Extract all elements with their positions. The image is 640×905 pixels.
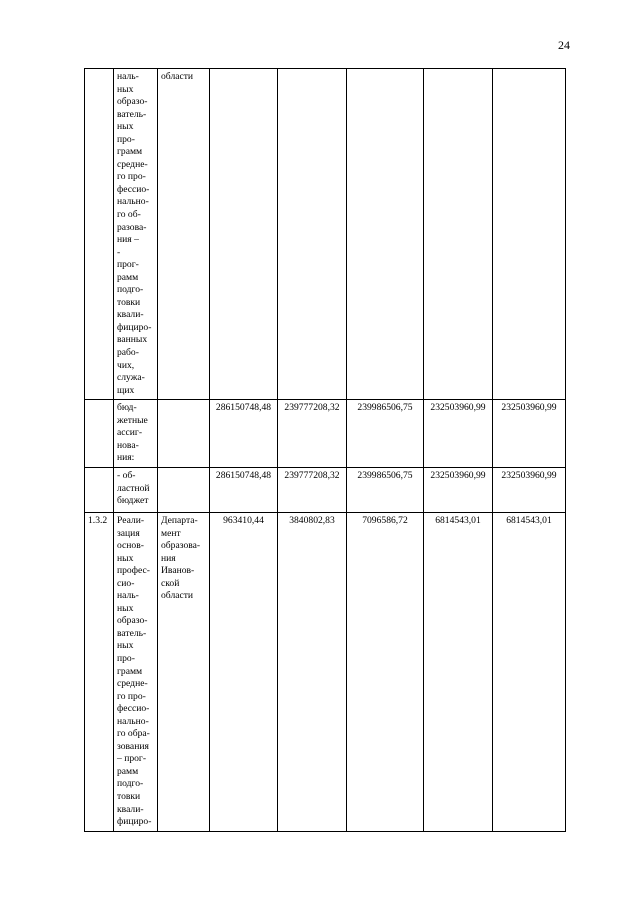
row-name-line: сио- bbox=[117, 577, 135, 589]
amount-cell-4: 6814543,01 bbox=[424, 512, 493, 831]
row-name bbox=[114, 512, 158, 831]
row-name-line: фессио- bbox=[117, 183, 150, 195]
row-name-line: Реали- bbox=[117, 514, 145, 526]
row-name-line: средне- bbox=[117, 678, 148, 690]
table-row bbox=[85, 69, 566, 400]
row-name-line: рамм bbox=[117, 271, 139, 283]
row-name-line: товки bbox=[117, 296, 141, 308]
amount-cell-2: 239777208,32 bbox=[278, 467, 347, 512]
row-executor bbox=[158, 512, 210, 831]
row-name-line: ных bbox=[117, 602, 134, 614]
row-name-line: нально- bbox=[117, 715, 149, 727]
table-row bbox=[85, 512, 566, 831]
row-name-line: щих bbox=[117, 384, 135, 396]
amount-cell-1: 286150748,48 bbox=[210, 400, 278, 468]
row-name-line: бюд- bbox=[117, 402, 137, 414]
row-name-line: ния – bbox=[117, 234, 139, 246]
row-name bbox=[114, 69, 158, 400]
row-name-line: го обра- bbox=[117, 728, 150, 740]
row-name-line: зования bbox=[117, 740, 149, 752]
row-name-line: - об- bbox=[117, 469, 136, 481]
row-executor-line: Департа- bbox=[161, 514, 198, 526]
amount-cell-3: 239986506,75 bbox=[347, 467, 424, 512]
row-name-line: нова- bbox=[117, 439, 139, 451]
table-row bbox=[85, 467, 566, 512]
row-executor-line: ской bbox=[161, 577, 180, 589]
amount-cell-2: 3840802,83 bbox=[278, 512, 347, 831]
row-name-line: фессио- bbox=[117, 703, 150, 715]
page-number: 24 bbox=[558, 38, 570, 52]
amount-cell-4: 232503960,99 bbox=[424, 400, 493, 468]
row-executor-line: области bbox=[161, 71, 194, 82]
row-name-line: рабо- bbox=[117, 347, 139, 359]
row-name-line: образо- bbox=[117, 615, 148, 627]
row-name-line: средне- bbox=[117, 158, 148, 170]
amount-cell-3: 239986506,75 bbox=[347, 400, 424, 468]
row-name-line: грамм bbox=[117, 665, 143, 677]
row-name-line: служа- bbox=[117, 372, 145, 384]
row-executor-line: образова- bbox=[161, 540, 201, 552]
row-executor bbox=[158, 400, 210, 468]
amount-cell-1: 286150748,48 bbox=[210, 467, 278, 512]
row-name-line: фициро- bbox=[117, 321, 152, 333]
row-code bbox=[85, 69, 114, 400]
amount-cell-1: 963410,44 bbox=[210, 512, 278, 831]
row-name-line: ванных bbox=[117, 334, 148, 346]
amount-cell-5: 232503960,99 bbox=[493, 467, 566, 512]
row-name-line: товки bbox=[117, 790, 141, 802]
row-name-line: чих, bbox=[117, 359, 135, 371]
amount-cell-1 bbox=[210, 69, 278, 400]
row-name-line: ния: bbox=[117, 452, 135, 464]
amount-cell-5: 6814543,01 bbox=[493, 512, 566, 831]
amount-cell-3 bbox=[347, 69, 424, 400]
row-executor-line: области bbox=[161, 590, 194, 602]
row-name-line: квали- bbox=[117, 309, 144, 321]
row-executor bbox=[158, 69, 210, 400]
row-name-line: ных bbox=[117, 121, 134, 133]
row-name-line: грамм bbox=[117, 146, 143, 158]
amount-cell-3: 7096586,72 bbox=[347, 512, 424, 831]
budget-table bbox=[84, 68, 566, 832]
row-executor-line: мент bbox=[161, 527, 181, 539]
amount-cell-5: 232503960,99 bbox=[493, 400, 566, 468]
row-code bbox=[85, 400, 114, 468]
row-name-line: – прог- bbox=[117, 753, 147, 765]
amount-cell-4 bbox=[424, 69, 493, 400]
row-name-line: профес- bbox=[117, 565, 150, 577]
amount-cell-4: 232503960,99 bbox=[424, 467, 493, 512]
row-name-line: зация bbox=[117, 527, 140, 539]
row-code bbox=[85, 467, 114, 512]
row-name-line: про- bbox=[117, 133, 135, 145]
row-executor-line: Иванов- bbox=[161, 565, 195, 577]
row-executor-line: ния bbox=[161, 552, 176, 564]
amount-cell-2 bbox=[278, 69, 347, 400]
row-name-line: ватель- bbox=[117, 108, 147, 120]
row-name-line: наль- bbox=[117, 590, 139, 602]
row-name-line: подго- bbox=[117, 778, 144, 790]
row-name-line: го про- bbox=[117, 690, 146, 702]
row-name-line: основ- bbox=[117, 540, 144, 552]
row-name-line: нально- bbox=[117, 196, 149, 208]
row-name bbox=[114, 400, 158, 468]
row-name-line: наль- bbox=[117, 71, 139, 82]
row-name-line: ных bbox=[117, 552, 134, 564]
row-name-line: жетные bbox=[117, 414, 148, 426]
row-name-line: прог- bbox=[117, 259, 139, 271]
row-name-line: рамм bbox=[117, 765, 139, 777]
row-name-line: фициро- bbox=[117, 816, 152, 828]
row-name-line: подго- bbox=[117, 284, 144, 296]
row-name-line: ватель- bbox=[117, 627, 147, 639]
row-name-line: го об- bbox=[117, 209, 141, 221]
amount-cell-2: 239777208,32 bbox=[278, 400, 347, 468]
row-name-line: бюджет bbox=[117, 495, 149, 507]
row-name-line: разова- bbox=[117, 221, 147, 233]
table-row bbox=[85, 400, 566, 468]
row-name-line: ных bbox=[117, 83, 134, 95]
row-name-line: ассиг- bbox=[117, 427, 143, 439]
row-executor bbox=[158, 467, 210, 512]
row-name-line: про- bbox=[117, 652, 135, 664]
row-name-line: образо- bbox=[117, 96, 148, 108]
row-name-line: го про- bbox=[117, 171, 146, 183]
row-code: 1.3.2 bbox=[85, 512, 114, 831]
row-name bbox=[114, 467, 158, 512]
row-name-line: ластной bbox=[117, 482, 150, 494]
amount-cell-5 bbox=[493, 69, 566, 400]
row-name-line: - bbox=[117, 246, 121, 258]
row-name-line: квали- bbox=[117, 803, 144, 815]
row-name-line: ных bbox=[117, 640, 134, 652]
